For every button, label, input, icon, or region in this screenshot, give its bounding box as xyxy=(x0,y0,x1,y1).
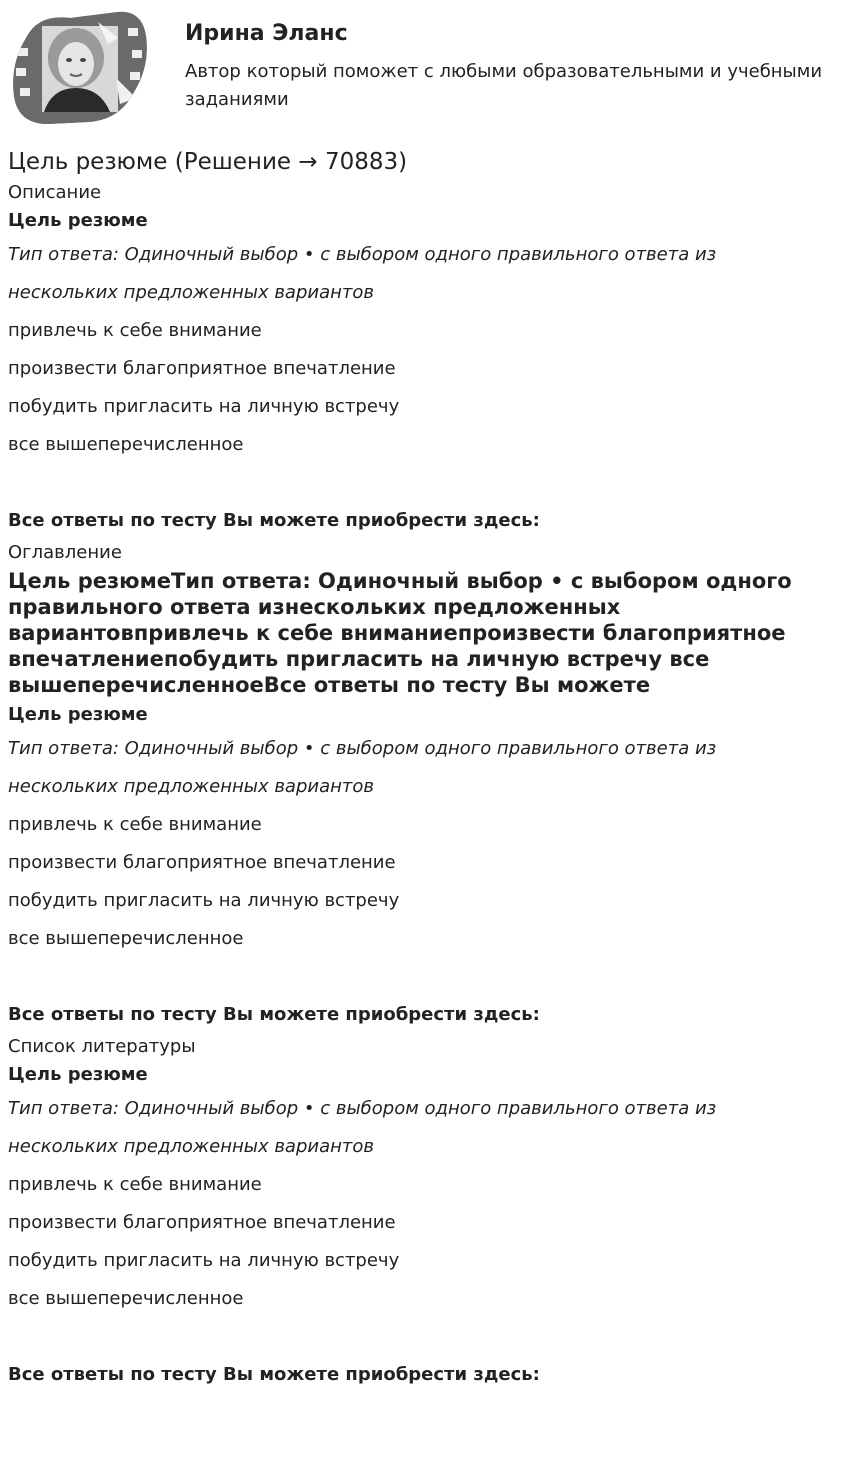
answer-type-line-1: Тип ответа: Одиночный выбор • с выбором одного правильного ответа из xyxy=(8,244,717,265)
answer-type-line-2: нескольких предложенных вариантов xyxy=(8,282,374,303)
answer-type-line-2: нескольких предложенных вариантов xyxy=(8,776,374,797)
description-label: Описание xyxy=(8,182,102,203)
answer-option: побудить пригласить на личную встречу xyxy=(8,890,400,911)
answer-option: произвести благоприятное впечатление xyxy=(8,358,396,379)
answer-option: побудить пригласить на личную встречу xyxy=(8,1250,400,1271)
question-title: Цель резюме xyxy=(8,704,148,725)
toc-summary: Цель резюмеТип ответа: Одиночный выбор • с выбором одного правильного ответа изнескольких предложенных вариантовпривлечь к себе вниманиепроизвести благоприятное впечатлениепобудить пригласить на личную встречу все вышеперечисленноеВсе ответы по тесту Вы можете xyxy=(8,569,792,697)
answer-option: привлечь к себе внимание xyxy=(8,320,262,341)
literature-label: Список литературы xyxy=(8,1036,196,1057)
page-title: Цель резюме (Решение → 70883) xyxy=(8,149,408,175)
answer-option: привлечь к себе внимание xyxy=(8,1174,262,1195)
author-header xyxy=(8,8,839,128)
answer-type-line-1: Тип ответа: Одиночный выбор • с выбором одного правильного ответа из xyxy=(8,738,717,759)
answer-option: все вышеперечисленное xyxy=(8,434,244,455)
answer-type-line-2: нескольких предложенных вариантов xyxy=(8,1136,374,1157)
question-block-literature xyxy=(8,1060,839,1394)
answer-option: произвести благоприятное впечатление xyxy=(8,1212,396,1233)
question-block-toc xyxy=(8,700,839,1034)
answer-option: произвести благоприятное впечатление xyxy=(8,852,396,873)
answer-option: все вышеперечисленное xyxy=(8,928,244,949)
buy-answers-text: Все ответы по тесту Вы можете приобрести здесь: xyxy=(8,510,540,531)
question-title: Цель резюме xyxy=(8,210,148,231)
main-content xyxy=(8,146,839,1394)
buy-answers-text: Все ответы по тесту Вы можете приобрести здесь: xyxy=(8,1004,540,1025)
author-avatar xyxy=(8,8,150,126)
answer-type-line-1: Тип ответа: Одиночный выбор • с выбором одного правильного ответа из xyxy=(8,1098,717,1119)
author-bio: Автор который поможет с любыми образовательными и учебными заданиями xyxy=(185,61,823,110)
answer-option: побудить пригласить на личную встречу xyxy=(8,396,400,417)
toc-label: Оглавление xyxy=(8,542,122,563)
answer-option: все вышеперечисленное xyxy=(8,1288,244,1309)
author-name: Ирина Эланс xyxy=(185,21,348,46)
question-block-description xyxy=(8,206,839,540)
answer-option: привлечь к себе внимание xyxy=(8,814,262,835)
buy-answers-text: Все ответы по тесту Вы можете приобрести здесь: xyxy=(8,1364,540,1385)
question-title: Цель резюме xyxy=(8,1064,148,1085)
